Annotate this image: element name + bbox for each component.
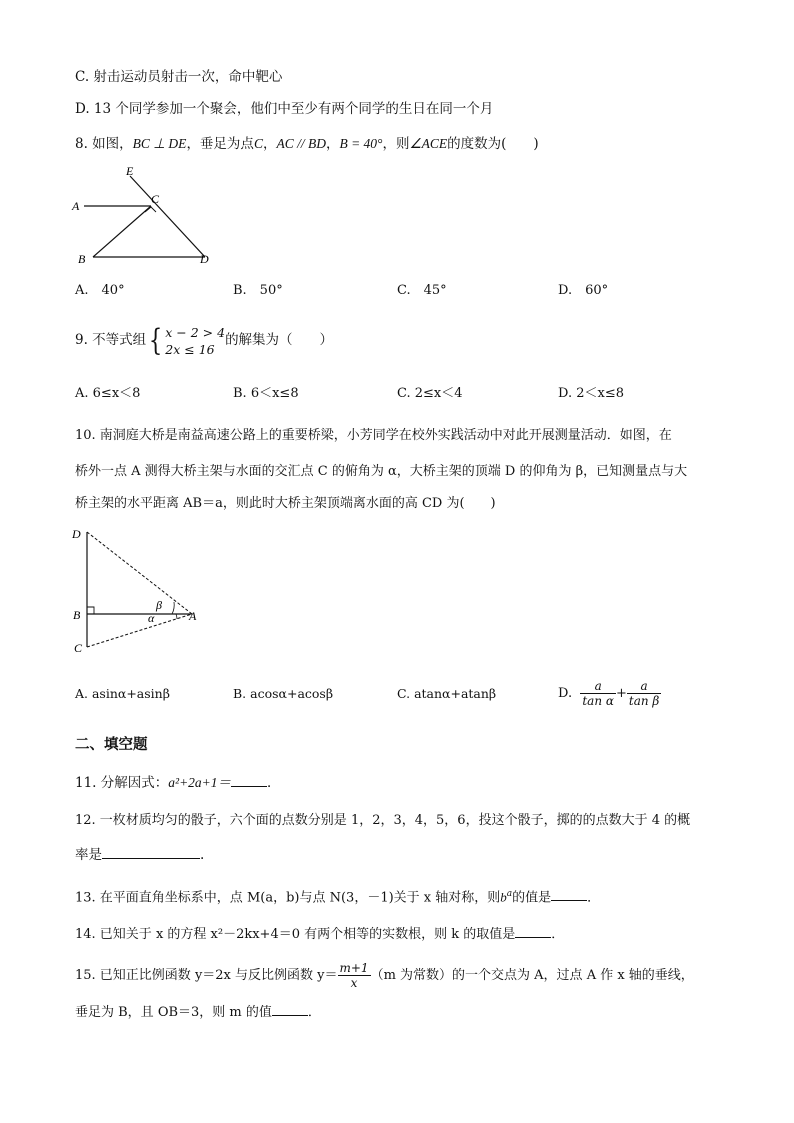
q15-line2-suffix: ． <box>307 1005 321 1020</box>
q8-figure <box>70 160 220 270</box>
q9-ineq1: x − 2 > 4 <box>165 324 226 340</box>
q8-t5: 的度数为( ) <box>447 136 539 152</box>
q10-label-c: C <box>74 641 83 655</box>
q14-prefix: 14. 已知关于 x 的方程 x²－2kx+4＝0 有两个相等的实数根，则 k 的取值是 <box>75 927 516 942</box>
q10-figure <box>70 522 210 657</box>
q10-label-alpha: α <box>148 611 155 625</box>
q8-label-a: A <box>72 199 80 213</box>
q7-option-c: C. 射击运动员射击一次，命中靶心 <box>75 69 283 85</box>
q14-blank <box>515 925 551 938</box>
q8-t1: ，垂足为点 <box>186 136 254 152</box>
q11-suffix: ． <box>267 775 281 791</box>
q15-den: x <box>350 976 358 990</box>
q10-label-b: B <box>73 608 81 622</box>
q10-option-d <box>558 675 661 713</box>
q10-option-d-plus: + <box>615 686 627 701</box>
q8-cond3: B = 40° <box>339 136 383 151</box>
q9-option-d: D. 2＜x≤8 <box>558 386 624 401</box>
q8-label-e: E <box>126 164 134 178</box>
q8-target: ∠ACE <box>409 136 448 151</box>
q9-option-c: C. 2≤x＜4 <box>397 386 463 401</box>
q12-blank <box>102 846 200 859</box>
q8-label-d: D <box>200 252 209 266</box>
q15-num: m+1 <box>339 961 369 975</box>
q13-exp: a <box>506 889 513 899</box>
q12-line2 <box>75 845 204 865</box>
q8-t3: ， <box>325 136 340 152</box>
q10-line2: 桥外一点 A 测得大桥主架与水面的交汇点 C 的俯角为 α，大桥主架的顶端 D 的仰角为 β，已知测量点与大 <box>75 464 688 479</box>
q10-label-d: D <box>72 527 81 541</box>
q11-blank <box>231 774 267 787</box>
q15-line2-prefix: 垂足为 B，且 OB＝3，则 m 的值 <box>75 1005 272 1020</box>
q13-stem <box>75 884 600 908</box>
q8-prefix: 8. 如图， <box>75 136 133 152</box>
q10-option-d-den1: tan α <box>582 694 614 708</box>
q8-option-c: C. 45° <box>397 283 447 298</box>
q10-label-beta: β <box>156 598 162 612</box>
q13-prefix: 13. 在平面直角坐标系中，点 M(a，b)与点 N(3，－1)关于 x 轴对称，则 <box>75 890 501 906</box>
q8-cond1: BC ⊥ DE <box>132 136 187 151</box>
q9-system <box>165 324 225 358</box>
q15-fraction <box>338 961 371 990</box>
q15-line2 <box>75 1003 321 1023</box>
q10-line3: 桥主架的水平距离 AB＝a，则此时大桥主架顶端离水面的高 CD 为( ) <box>75 496 496 511</box>
q7-option-d: D. 13 个同学参加一个聚会，他们中至少有两个同学的生日在同一个月 <box>75 101 494 117</box>
q13-mid: 的值是 <box>512 890 552 906</box>
section-title: 二、填空题 <box>75 737 148 753</box>
q10-option-d-num1: a <box>580 679 616 694</box>
q10-option-d-label: D. <box>558 686 573 701</box>
q8-t4: ，则 <box>382 136 410 152</box>
q9-prefix: 9. 不等式组 <box>75 332 147 348</box>
q11-prefix: 11. 分解因式： <box>75 775 169 791</box>
q12-prefix: 率是 <box>75 847 102 863</box>
q8-option-d: D. 60° <box>558 283 609 298</box>
q10-option-a: A. asinα+asinβ <box>75 686 170 701</box>
q9-ineq2: 2x ≤ 16 <box>165 341 215 357</box>
q8-cond2: AC // BD <box>276 136 326 151</box>
q10-option-d-num2: a <box>627 679 661 694</box>
q8-point-c: C <box>253 136 263 151</box>
q12-suffix: . <box>200 847 205 863</box>
q10-option-d-frac2 <box>627 679 661 708</box>
q14-suffix: ． <box>551 927 565 942</box>
q15-prefix: 15. 已知正比例函数 y＝2x 与反比例函数 y＝ <box>75 968 338 983</box>
q9-suffix: 的解集为（ ） <box>225 332 334 348</box>
q8-label-c: C <box>151 192 160 206</box>
q10-line1: 10. 南洞庭大桥是南益高速公路上的重要桥梁，小芳同学在校外实践活动中对此开展测量活动．如图，在 <box>75 428 672 443</box>
q15-blank <box>272 1003 308 1016</box>
q14-stem <box>75 925 564 945</box>
q15-line1 <box>75 956 694 996</box>
q10-label-a: A <box>189 609 197 623</box>
q15-suffix: （m 为常数）的一个交点为 A，过点 A 作 x 轴的垂线， <box>370 968 694 983</box>
q8-option-a: A. 40° <box>75 283 125 298</box>
q10-option-d-frac1 <box>580 679 616 708</box>
q10-option-c: C. atanα+atanβ <box>397 686 497 701</box>
q8-stem <box>75 134 539 154</box>
q13-suffix: ． <box>587 890 601 906</box>
q10-option-b: B. acosα+acosβ <box>233 686 334 701</box>
q8-t2: ， <box>262 136 277 152</box>
q13-blank <box>551 888 587 901</box>
q8-label-b: B <box>78 252 86 266</box>
q11-expr: a²+2a+1＝ <box>168 775 232 790</box>
q9-option-a: A. 6≤x＜8 <box>75 386 141 401</box>
q11-stem <box>75 773 281 793</box>
q9-stem <box>75 320 333 360</box>
q12-line1: 12. 一枚材质均匀的骰子，六个面的点数分别是 1，2，3，4，5，6，投这个骰子，掷的的点数大于 4 的概 <box>75 813 691 828</box>
q9-option-b: B. 6＜x≤8 <box>233 386 299 401</box>
q8-option-b: B. 50° <box>233 283 283 298</box>
q10-option-d-den2: tan β <box>628 694 660 708</box>
q13-base: b <box>500 889 507 905</box>
q9-brace: { <box>149 322 163 358</box>
